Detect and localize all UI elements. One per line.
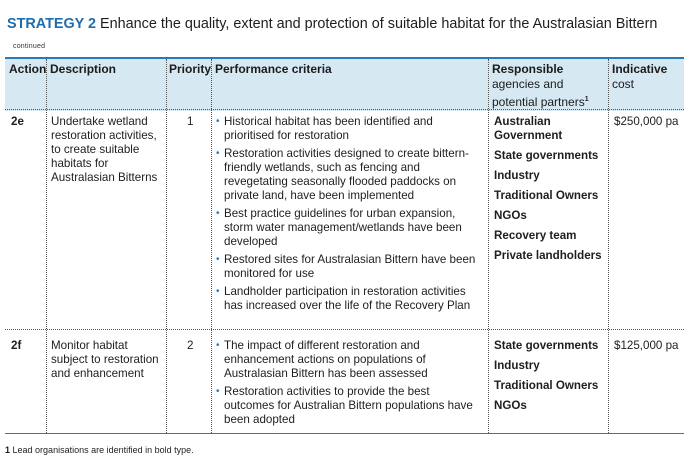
priority-value: 1 [187,115,194,128]
header-performance: Performance criteria [215,62,332,76]
priority-value: 2 [187,339,194,352]
agency-lead: State governments [494,339,599,352]
continued-label: continued [13,43,46,50]
row-divider [5,109,684,110]
column-divider [46,59,47,433]
column-divider [608,59,609,433]
performance-criteria [216,339,482,431]
criteria-item: • Landholder participation in restoration activities has increased over the life of the Recovery Plan [216,285,482,313]
criteria-item: • Best practice guidelines for urban expansion, storm water management/wetlands have been developed [216,207,482,249]
table-footnote [5,445,194,455]
action-id: 2f [11,339,22,352]
strategy-text: Enhance the quality, extent and protection of suitable habitat for the Australasian Bittern [100,16,658,32]
header-cost [612,62,682,92]
indicative-cost: $250,000 pa [614,115,679,128]
criteria-item: • The impact of different restoration and enhancement actions on populations of Australasian Bittern has been assessed [216,339,482,381]
responsible-agencies [494,115,606,269]
criteria-item: • Restoration activities designed to create bittern-friendly wetlands, such as fencing and revegetating seasonally flooded paddocks on private land, have been implemented [216,147,482,203]
agency-lead: Traditional Owners [494,379,599,392]
strategy-title [7,14,677,57]
strategy-label: STRATEGY 2 [7,16,97,32]
footnote-marker: 1 [5,445,11,455]
agency-lead: State governments [494,149,599,162]
header-description: Description [50,62,117,76]
column-divider [166,59,167,433]
header-priority: Priority [169,62,212,76]
table-bottom-rule [5,433,684,434]
header-responsible-bold: Responsible [492,62,564,76]
column-divider [488,59,489,433]
header-footnote-marker: 1 [584,96,589,103]
column-divider [211,59,212,433]
action-id: 2e [11,115,24,128]
agency-lead: Recovery team [494,229,577,242]
header-cost-rest: cost [612,77,635,91]
agency-lead: Industry [494,359,540,372]
criteria-item: • Historical habitat has been identified and prioritised for restoration [216,115,482,143]
criteria-item: • Restored sites for Australasian Bittern have been monitored for use [216,253,482,281]
agency-lead: NGOs [494,399,527,412]
header-responsible-rest: agencies and potential partners [492,77,585,109]
responsible-agencies [494,339,606,419]
agency-lead: Traditional Owners [494,189,599,202]
header-responsible [492,62,602,110]
agency-lead: Industry [494,169,540,182]
indicative-cost: $125,000 pa [614,339,679,352]
header-cost-bold: Indicative [612,62,668,76]
performance-criteria [216,115,482,317]
table-header [5,57,684,111]
agency-lead: Australian Government [494,115,563,142]
action-description: Undertake wetland restoration activities, to create suitable habitats for Australasian Bitterns [51,115,158,184]
row-divider [5,329,684,330]
action-description: Monitor habitat subject to restoration and enhancement [51,339,159,380]
agency-lead: Private landholders [494,249,602,262]
header-action: Action [9,62,47,76]
criteria-item: • Restoration activities to provide the best outcomes for Australian Bittern populations have been adopted [216,385,482,427]
footnote-text: Lead organisations are identified in bold type. [12,445,194,455]
agency-lead: NGOs [494,209,527,222]
